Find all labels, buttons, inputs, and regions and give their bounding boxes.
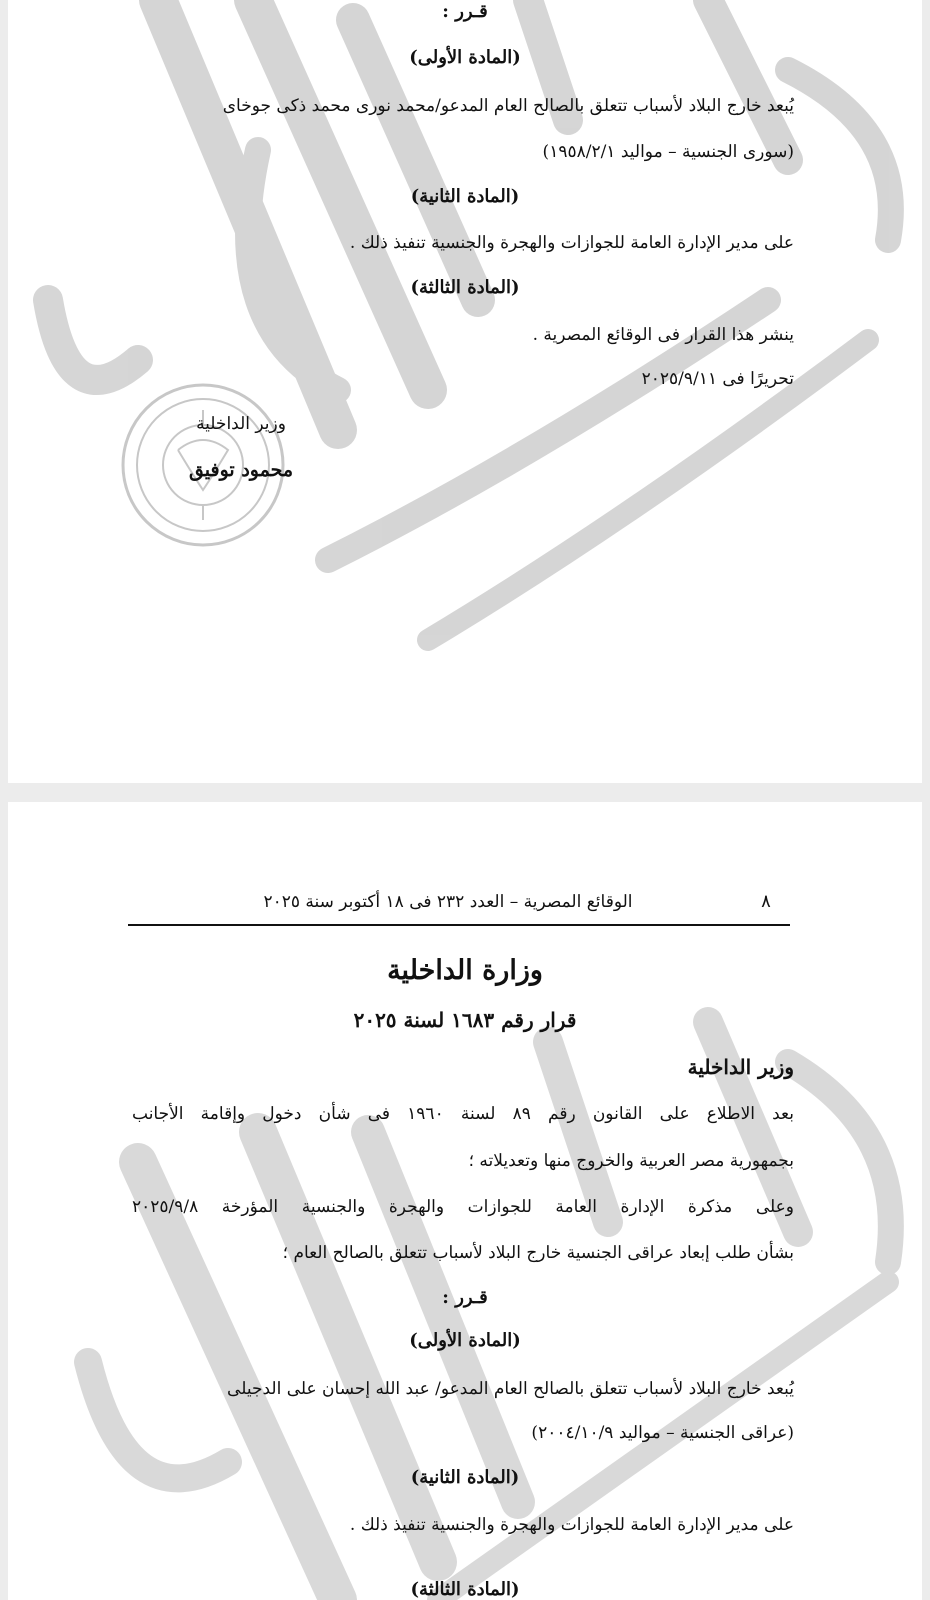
header-separator — [128, 924, 790, 926]
decree-title: قرار رقم ١٦٨٣ لسنة ٢٠٢٥ — [353, 1008, 577, 1032]
ministry-title: وزارة الداخلية — [387, 955, 543, 986]
article-1-text-line-2: (سورى الجنسية – مواليد ١٩٥٨/٢/١) — [542, 142, 794, 162]
article-1-text-line-1: يُبعد خارج البلاد لأسباب تتعلق بالصالح العام المدعو/ عبد الله إحسان على الدجيلى — [227, 1379, 794, 1399]
article-1-title: (المادة الأولى) — [409, 47, 521, 68]
article-2-text: على مدير الإدارة العامة للجوازات والهجرة والجنسية تنفيذ ذلك . — [349, 233, 794, 253]
document-page-1 — [8, 0, 922, 783]
preamble-line-4: بشأن طلب إبعاد عراقى الجنسية خارج البلاد لأسباب تتعلق بالصالح العام ؛ — [282, 1243, 794, 1263]
article-2-title: (المادة الثانية) — [410, 186, 520, 207]
preamble-line-3: وعلى مذكرة الإدارة العامة للجوازات والهجرة والجنسية المؤرخة ٢٠٢٥/٩/٨ — [132, 1197, 794, 1217]
article-1-text-line-2: (عراقى الجنسية – مواليد ٢٠٠٤/١٠/٩) — [531, 1423, 794, 1443]
decision-word: قـرر : — [442, 1287, 488, 1308]
article-3-text: ينشر هذا القرار فى الوقائع المصرية . — [532, 325, 794, 345]
preamble-line-2: بجمهورية مصر العربية والخروج منها وتعديلاته ؛ — [468, 1151, 794, 1171]
article-2-text: على مدير الإدارة العامة للجوازات والهجرة والجنسية تنفيذ ذلك . — [349, 1515, 794, 1535]
date-line: تحريرًا فى ٢٠٢٥/٩/١١ — [641, 369, 794, 389]
page-number: ٨ — [761, 891, 771, 912]
article-1-text-line-1: يُبعد خارج البلاد لأسباب تتعلق بالصالح العام المدعو/محمد نورى محمد ذكى جوخاى — [222, 96, 794, 116]
gazette-header: الوقائع المصرية – العدد ٢٣٢ فى ١٨ أكتوبر سنة ٢٠٢٥ — [263, 892, 633, 912]
article-2-title: (المادة الثانية) — [410, 1467, 520, 1488]
signer-title: وزير الداخلية — [196, 414, 286, 434]
minister-heading: وزير الداخلية — [687, 1055, 794, 1079]
document-page-2 — [8, 802, 922, 1600]
article-3-title: (المادة الثالثة) — [410, 277, 520, 298]
article-3-title: (المادة الثالثة) — [410, 1579, 520, 1600]
article-1-title: (المادة الأولى) — [409, 1330, 521, 1351]
decision-word: قـرر : — [442, 1, 488, 22]
preamble-line-1: بعد الاطلاع على القانون رقم ٨٩ لسنة ١٩٦٠ فى شأن دخول وإقامة الأجانب — [132, 1104, 794, 1124]
signer-name: محمود توفيق — [188, 459, 294, 481]
